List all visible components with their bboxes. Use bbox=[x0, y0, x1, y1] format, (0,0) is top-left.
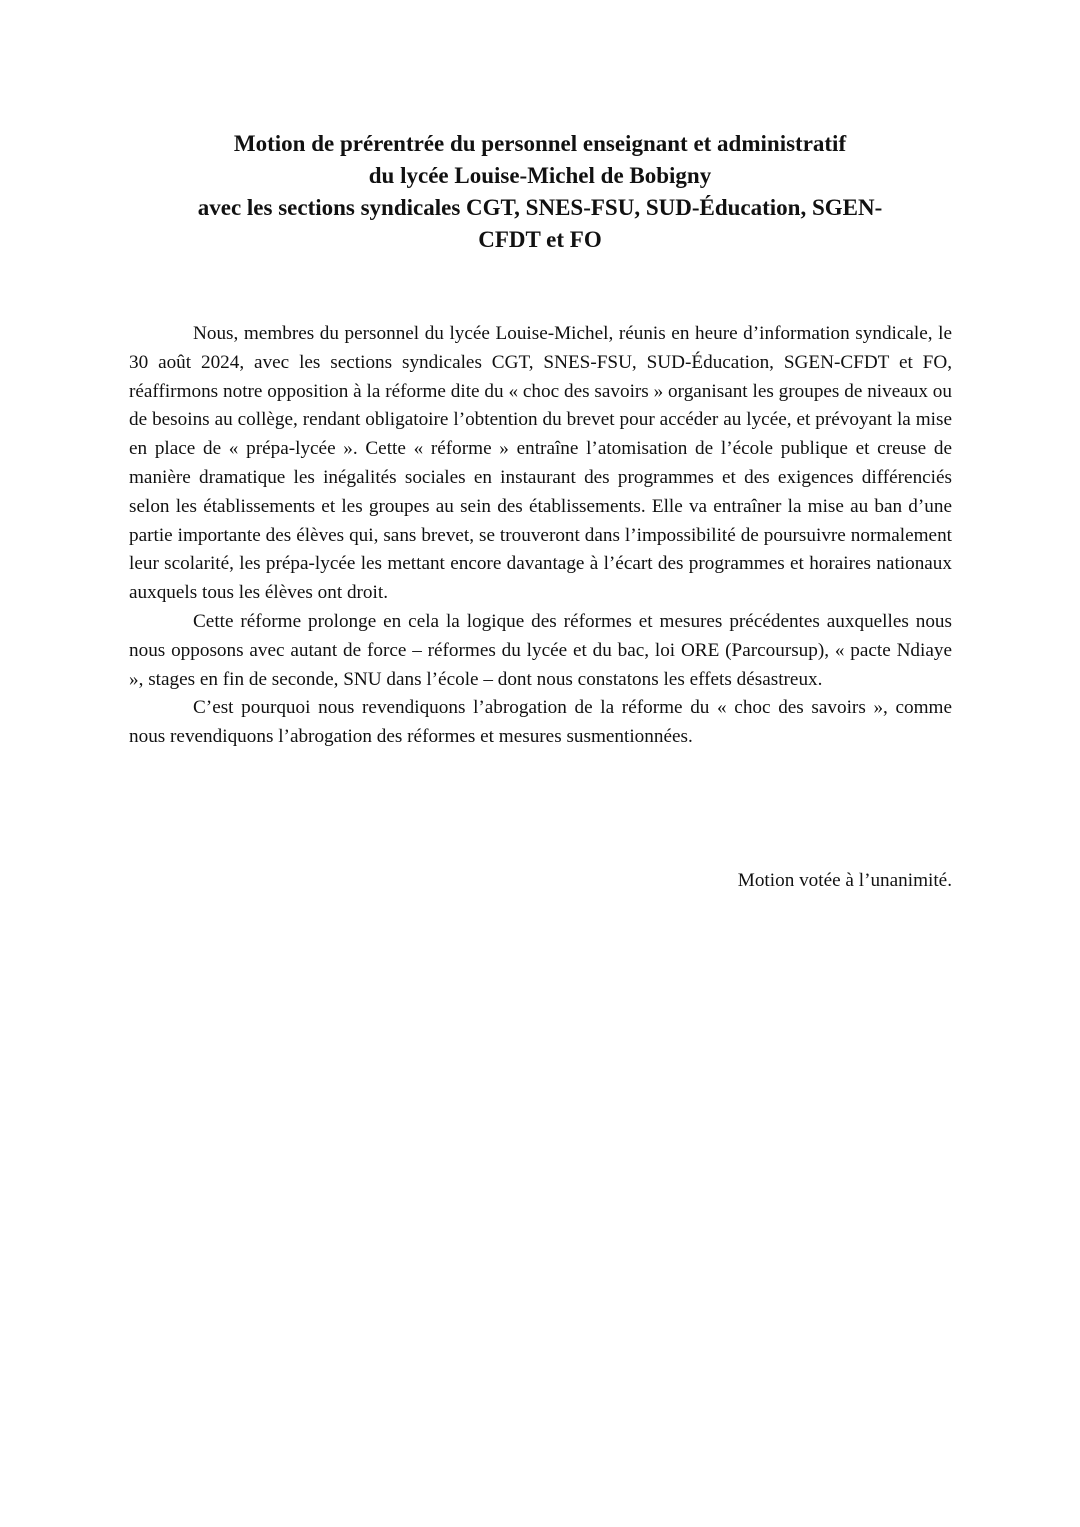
vote-result: Motion votée à l’unanimité. bbox=[737, 870, 952, 891]
document-title bbox=[130, 128, 950, 256]
title-line-1: Motion de prérentrée du personnel enseignant et administratif bbox=[233, 131, 847, 156]
title-line-3: avec les sections syndicales CGT, SNES-FSU, SUD-Éducation, SGEN- bbox=[197, 195, 883, 220]
paragraph-demand: C’est pourquoi nous revendiquons l’abrogation de la réforme du « choc des savoirs », comme nous revendiquons l’abrogation des réformes et mesures susmentionnées. bbox=[129, 697, 952, 748]
title-line-2: du lycée Louise-Michel de Bobigny bbox=[368, 163, 712, 188]
motion-body bbox=[129, 320, 952, 752]
paragraph-opposition: Nous, membres du personnel du lycée Louise-Michel, réunis en heure d’information syndicale, le 30 août 2024, avec les sections syndicales CGT, SNES-FSU, SUD-Éducation, SGEN-CFDT et FO, réaffirmons notre opposition à la réforme dite du « choc des savoirs » organisant les groupes de niveaux ou de besoins au collège, rendant obligatoire l’obtention du brevet pour accéder au lycée, et prévoyant la mise en place de « prépa-lycée ». Cette « réforme » entraîne l’atomisation de l’école publique et creuse de manière dramatique les inégalités sociales en instaurant des programmes et des exigences différenciés selon les établissements et les groupes au sein des établissements. Elle va entraîner la mise au ban d’une partie importante des élèves qui, sans brevet, se trouveront dans l’impossibilité de poursuivre normalement leur scolarité, les prépa-lycée les mettant encore davantage à l’écart des programmes et horaires nationaux auxquels tous les élèves ont droit. bbox=[129, 323, 952, 604]
title-line-4: CFDT et FO bbox=[478, 227, 602, 252]
paragraph-continuity: Cette réforme prolonge en cela la logique des réformes et mesures précédentes auxquelles nous nous opposons avec autant de force – réformes du lycée et du bac, loi ORE (Parcoursup), « pacte Ndiaye », stages en fin de seconde, SNU dans l’école – dont nous constatons les effets désastreux. bbox=[129, 610, 952, 690]
